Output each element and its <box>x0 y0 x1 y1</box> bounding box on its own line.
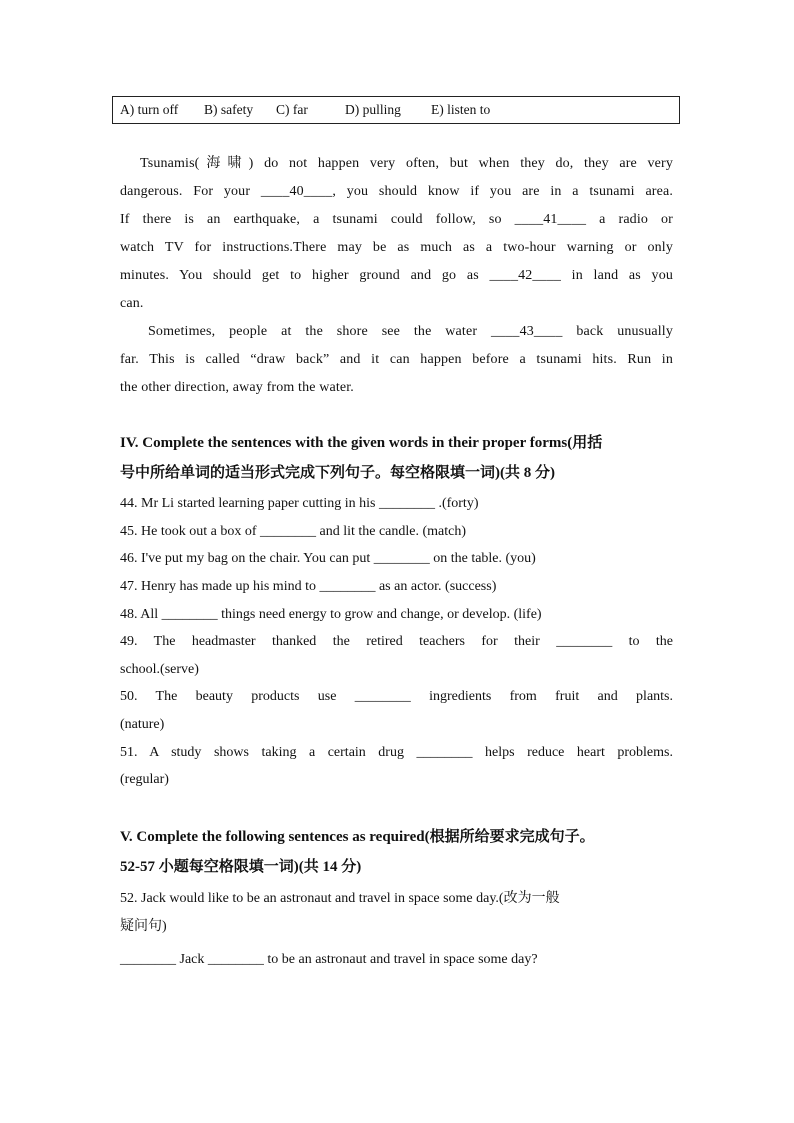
question-51-line-1: 51. A study shows taking a certain drug ________ helps reduce heart problems. <box>120 745 673 760</box>
question-46: 46. I've put my bag on the chair. You can put ________ on the table. (you) <box>120 551 536 566</box>
question-50-line-1: 50. The beauty products use ________ ingredients from fruit and plants. <box>120 689 673 704</box>
section-4-heading <box>120 428 680 488</box>
option-a: A) turn off <box>120 102 179 117</box>
section-4-heading-line-2: 号中所给单词的适当形式完成下列句子。每空格限填一词)(共 8 分) <box>120 465 555 481</box>
question-49-line-2: school.(serve) <box>120 662 199 677</box>
passage-line: Sometimes, people at the shore see the water ____43____ back unusually <box>148 324 673 339</box>
question-52-line-2: 疑问句) <box>120 919 167 934</box>
question-50-line-2: (nature) <box>120 717 165 732</box>
option-e: E) listen to <box>431 102 491 117</box>
passage-line: minutes. You should get to higher ground and go as ____42____ in land as you <box>120 268 673 283</box>
passage-line: far. This is called “draw back” and it can happen before a tsunami hits. Run in <box>120 352 673 367</box>
section-4-heading-line-1: IV. Complete the sentences with the given words in their proper forms(用括 <box>120 435 603 451</box>
passage-line: watch TV for instructions.There may be as much as a two-hour warning or only <box>120 240 673 255</box>
question-45: 45. He took out a box of ________ and lit the candle. (match) <box>120 524 467 539</box>
question-51-line-2: (regular) <box>120 772 169 787</box>
question-52-line-1: 52. Jack would like to be an astronaut and travel in space some day.(改为一般 <box>120 891 560 906</box>
passage-line: can. <box>120 296 144 311</box>
question-44: 44. Mr Li started learning paper cutting in his ________ .(forty) <box>120 496 479 511</box>
passage-line: dangerous. For your ____40____, you should know if you are in a tsunami area. <box>120 184 673 199</box>
passage-paragraph-1 <box>120 150 673 318</box>
passage-line: Tsunamis(海啸) do not happen very often, but when they do, they are very <box>140 156 673 171</box>
section-5-heading-line-1: V. Complete the following sentences as required(根据所给要求完成句子。 <box>120 829 595 845</box>
passage-paragraph-2 <box>120 318 673 402</box>
passage-line: If there is an earthquake, a tsunami could follow, so ____41____ a radio or <box>120 212 673 227</box>
question-47: 47. Henry has made up his mind to ________ as an actor. (success) <box>120 579 497 594</box>
option-b: B) safety <box>204 102 254 117</box>
section-5-heading <box>120 822 680 882</box>
question-48: 48. All ________ things need energy to grow and change, or develop. (life) <box>120 607 542 622</box>
option-d: D) pulling <box>345 102 401 117</box>
word-options-box <box>112 96 680 124</box>
option-c: C) far <box>276 102 308 117</box>
question-49-line-1: 49. The headmaster thanked the retired teachers for their ________ to the <box>120 634 673 649</box>
passage-line: the other direction, away from the water. <box>120 380 354 395</box>
question-52-answer-line: ________ Jack ________ to be an astronaut and travel in space some day? <box>120 952 538 967</box>
section-5-heading-line-2: 52-57 小题每空格限填一词)(共 14 分) <box>120 859 362 875</box>
